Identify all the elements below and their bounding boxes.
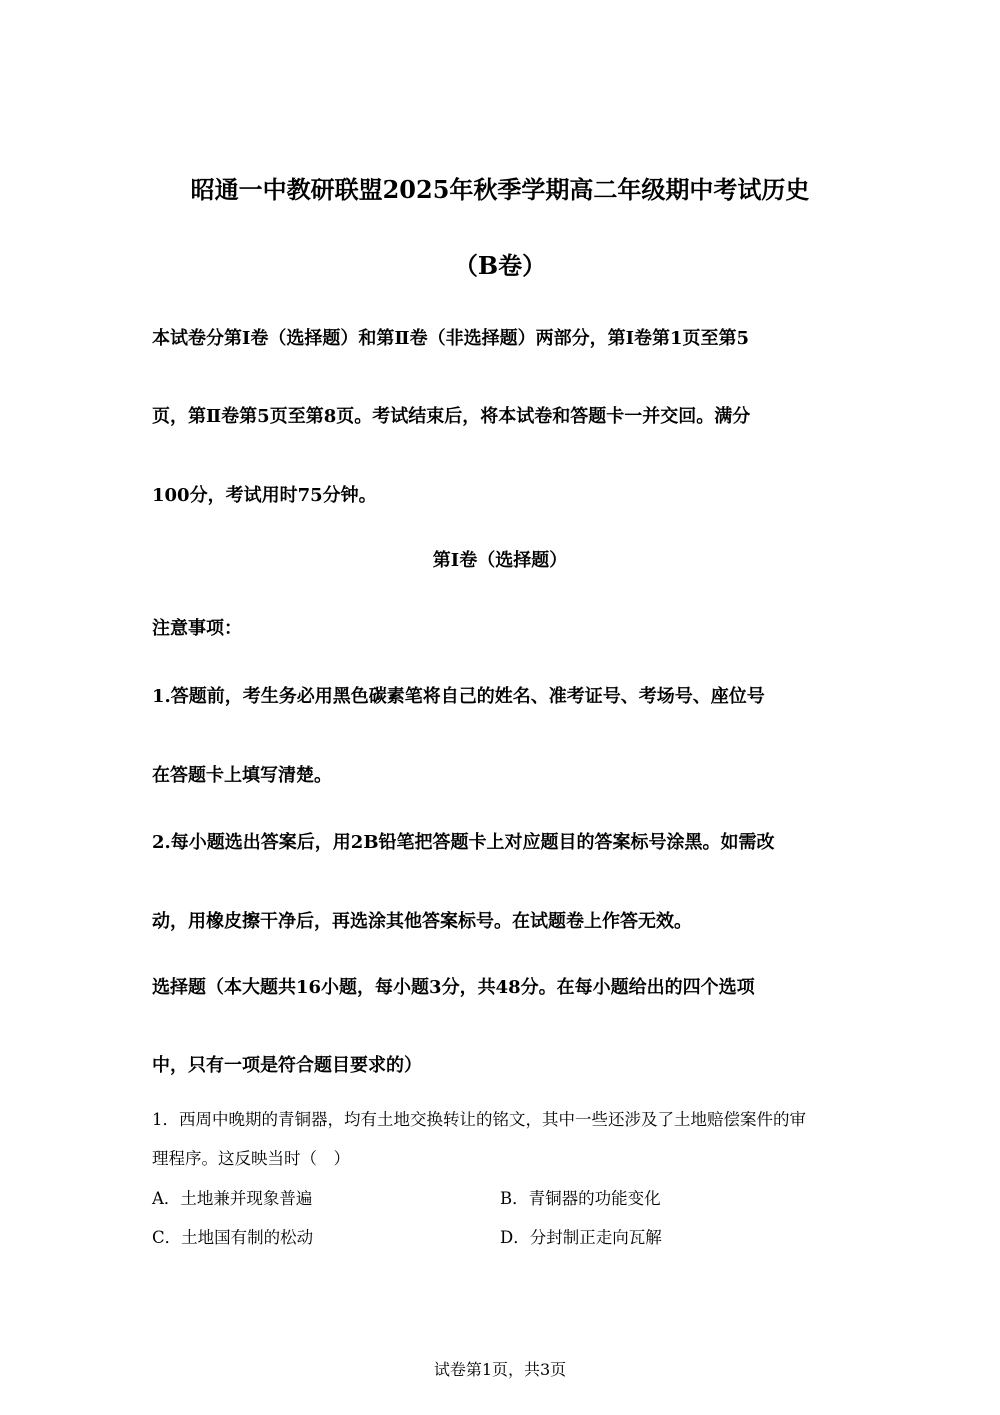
- intro-line-1: 本试卷分第Ⅰ卷（选择题）和第Ⅱ卷（非选择题）两部分，第Ⅰ卷第1页至第5: [152, 328, 750, 349]
- note-2-line-1: 2.每小题选出答案后，用2B铅笔把答题卡上对应题目的答案标号涂黑。如需改: [152, 832, 775, 853]
- question-1-option-c: C．土地国有制的松动: [152, 1228, 314, 1247]
- question-1-stem-line-1: 1．西周中晚期的青铜器，均有土地交换转让的铭文，其中一些还涉及了土地赔偿案件的审: [152, 1110, 806, 1129]
- question-1-option-b: B．青铜器的功能变化: [500, 1189, 661, 1208]
- question-1-option-a: A．土地兼并现象普遍: [152, 1189, 313, 1208]
- question-1-option-d: D．分封制正走向瓦解: [500, 1228, 662, 1247]
- section-heading: 第Ⅰ卷（选择题）: [432, 550, 568, 571]
- choice-instructions-line-2: 中，只有一项是符合题目要求的）: [152, 1055, 422, 1076]
- exam-title-line2: （B卷）: [453, 251, 547, 280]
- page-footer: 试卷第1页，共3页: [433, 1360, 567, 1379]
- choice-instructions-line-1: 选择题（本大题共16小题，每小题3分，共48分。在每小题给出的四个选项: [152, 977, 755, 998]
- intro-line-3: 100分，考试用时75分钟。: [152, 485, 377, 506]
- note-2-line-2: 动，用橡皮擦干净后，再选涂其他答案标号。在试题卷上作答无效。: [152, 911, 692, 932]
- note-1-line-1: 1.答题前，考生务必用黑色碳素笔将自己的姓名、准考证号、考场号、座位号: [152, 686, 765, 707]
- exam-title-line1: 昭通一中教研联盟2025年秋季学期高二年级期中考试历史: [190, 175, 810, 204]
- notes-heading: 注意事项：: [152, 618, 242, 639]
- intro-line-2: 页，第Ⅱ卷第5页至第8页。考试结束后，将本试卷和答题卡一并交回。满分: [152, 406, 751, 427]
- note-1-line-2: 在答题卡上填写清楚。: [152, 765, 332, 786]
- question-1-stem-line-2: 理程序。这反映当时（ ）: [152, 1149, 350, 1168]
